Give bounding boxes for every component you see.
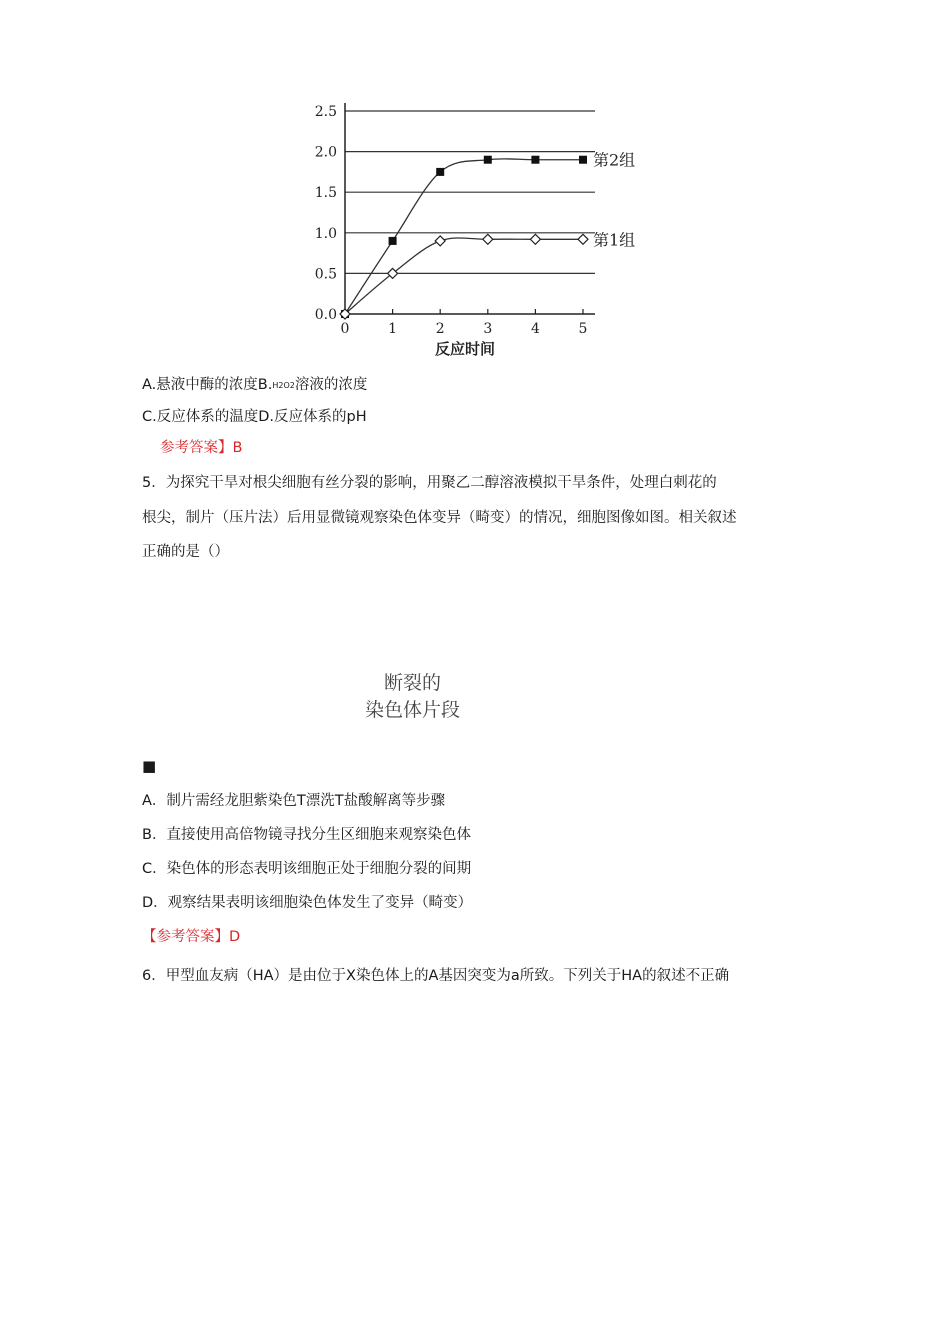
q4-option-d: D.反应体系的pH (258, 409, 367, 425)
q4-option-c: C.反应体系的温度 (142, 409, 259, 425)
q5-figure-label (340, 670, 485, 724)
data-point-diamond (435, 236, 445, 246)
y-tick-labels (315, 104, 337, 323)
data-point-square (579, 156, 587, 164)
chart-axes (343, 103, 595, 316)
data-point-square (389, 237, 397, 245)
series-label: 第1组 (593, 230, 636, 250)
series-labels (593, 151, 635, 250)
y-tick-label: 1.0 (314, 225, 337, 242)
y-tick-label: 1.5 (314, 185, 337, 202)
q5-option-a: A．制片需经龙胆紫染色T漂洗T盐酸解离等步骤 (142, 793, 446, 809)
x-tick-label: 2 (435, 321, 445, 337)
y-tick-label: 2.0 (314, 144, 337, 161)
x-tick-label: 0 (340, 321, 350, 337)
data-point-square (436, 168, 444, 176)
q5-option-c: C．染色体的形态表明该细胞正处于细胞分裂的间期 (142, 861, 472, 877)
data-point-diamond (578, 234, 588, 244)
figure-label-line1: 断裂的 (383, 672, 441, 694)
square-mark: ■ (142, 757, 157, 775)
figure-label-line2: 染色体片段 (364, 699, 460, 721)
x-axis-label: 反应时间 (434, 340, 496, 358)
q4-answer: 参考答案】B (160, 440, 243, 456)
series-label: 第2组 (593, 150, 636, 170)
q5-option-d: D．观察结果表明该细胞染色体发生了变异（畸变） (142, 895, 473, 911)
chart-gridlines (345, 111, 595, 273)
reaction-chart (300, 96, 650, 366)
x-tick-labels (341, 321, 588, 337)
x-tick-label: 5 (578, 321, 588, 337)
x-tick-label: 3 (483, 321, 493, 337)
q5-stem-line1: 5．为探究干旱对根尖细胞有丝分裂的影响，用聚乙二醇溶液模拟干旱条件，处理白刺花的 (142, 475, 717, 491)
q4-option-a: A.悬液中酶的浓度 (142, 377, 258, 393)
y-tick-label: 0.0 (314, 307, 337, 323)
data-point-diamond (530, 234, 540, 244)
q6-stem-line1: 6．甲型血友病（HA）是由位于X染色体上的A基因突变为a所致。下列关于HA的叙述不正确 (142, 968, 730, 984)
x-tick-label: 1 (388, 321, 398, 337)
series-line (345, 159, 583, 314)
chart-series (340, 156, 588, 319)
q4-option-b-suffix: 溶液的浓度 (294, 377, 368, 393)
q5-option-b: B．直接使用高倍物镜寻找分生区细胞来观察染色体 (142, 827, 471, 843)
y-tick-label: 0.5 (314, 266, 337, 283)
data-point-square (484, 156, 492, 164)
x-tick-label: 4 (530, 321, 540, 337)
data-point-square (531, 156, 539, 164)
q4-option-b-formula: H2O2 (272, 381, 295, 390)
q4-options-row1 (142, 375, 367, 396)
q5-stem-line3: 正确的是（） (142, 544, 229, 560)
q4-option-b-prefix: B. (257, 377, 273, 393)
q5-stem-line2: 根尖，制片（压片法）后用显微镜观察染色体变异（畸变）的情况，细胞图像如图。相关叙述 (142, 510, 737, 526)
q5-answer: 【参考答案】D (142, 929, 241, 945)
data-point-diamond (483, 234, 493, 244)
q4-options-row2 (142, 407, 367, 427)
series-line (345, 238, 583, 314)
y-tick-label: 2.5 (314, 104, 337, 120)
